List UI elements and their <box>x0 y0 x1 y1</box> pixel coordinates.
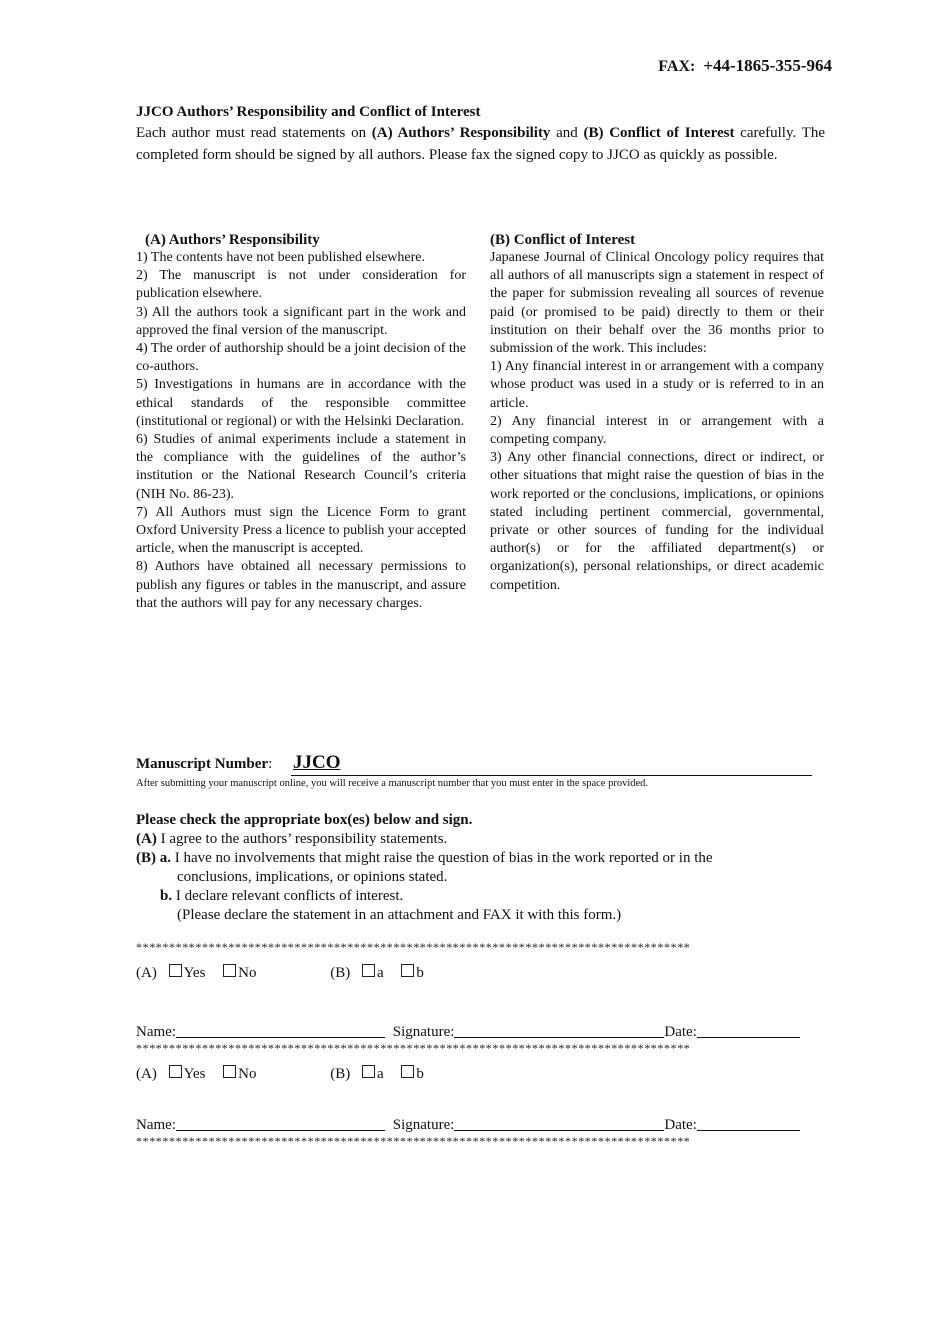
instructions <box>136 811 816 925</box>
section-a-heading: (A) Authors’ Responsibility <box>145 232 320 248</box>
manuscript-note: After submitting your manuscript online, you will receive a manuscript number that you must enter in the space provided. <box>136 778 649 789</box>
list-item: 3) Any other financial connections, direct or indirect, or other situations that might raise the question of bias in the work reported or the conclusions, implications, or opinions stated including pertinent commercial, governmental, private or other sources of funding for the individual author(s) or for the affiliated department(s) or organization(s), personal relationships, or direct academic competition. <box>490 450 824 593</box>
checkbox[interactable] <box>223 964 236 977</box>
fax-label: FAX: <box>658 58 696 75</box>
manuscript-number-row <box>136 752 812 773</box>
checkbox[interactable] <box>362 1065 375 1078</box>
intro-text-2: and <box>550 125 584 141</box>
yes-option[interactable] <box>169 965 206 981</box>
checkbox-a-label: (A) <box>136 965 157 981</box>
conflict-of-interest-section <box>490 231 824 595</box>
instruction-ba-label: (B) a. <box>136 850 171 866</box>
instruction-bb <box>136 887 816 906</box>
checkbox[interactable] <box>223 1065 236 1078</box>
name-field[interactable] <box>176 1116 385 1131</box>
instruction-a-label: (A) <box>136 831 157 847</box>
option-b[interactable] <box>401 965 424 981</box>
list-item: 1) The contents have not been published elsewhere. <box>136 250 425 265</box>
signature-field[interactable] <box>454 1116 664 1131</box>
date-label: Date: <box>664 1117 697 1133</box>
name-field[interactable] <box>176 1023 385 1038</box>
list-item: 6) Studies of animal experiments include a statement in the compliance with the guidelines of the author’s institution or the National Research Council’s criteria (NIH No. 86-23). <box>136 432 466 502</box>
signature-field[interactable] <box>454 1023 664 1038</box>
intro-bold-a: (A) Authors’ Responsibility <box>371 125 551 141</box>
list-item: 7) All Authors must sign the Licence Form to grant Oxford University Press a licence to publish your accepted article, when the manuscript is accepted. <box>136 504 466 557</box>
section-b-intro: Japanese Journal of Clinical Oncology policy requires that all authors of all manuscripts sign a statement in respect of the paper for submission revealing all sources of revenue paid (or promised to be paid) directly to them or their institution on their behalf over the 36 months prior to submission of the work. This includes: <box>490 250 824 357</box>
no-option[interactable] <box>223 1066 256 1082</box>
yes-option[interactable] <box>169 1066 206 1082</box>
list-item: 2) The manuscript is not under consideration for publication elsewhere. <box>136 268 466 302</box>
option-a[interactable] <box>362 965 384 981</box>
checkbox[interactable] <box>169 964 182 977</box>
checkbox[interactable] <box>362 964 375 977</box>
date-field[interactable] <box>697 1116 800 1131</box>
list-item: 1) Any financial interest in or arrangement with a company whose product was used in a study or is referred to in an article. <box>490 359 824 411</box>
instructions-heading: Please check the appropriate box(es) below and sign. <box>136 812 473 828</box>
instruction-ba-text: I have no involvements that might raise the question of bias in the work reported or in the <box>171 850 713 866</box>
list-item: 3) All the authors took a significant part in the work and approved the final version of the manuscript. <box>136 304 466 338</box>
option-b-label: b <box>416 1066 424 1082</box>
name-label: Name: <box>136 1024 176 1040</box>
date-field[interactable] <box>697 1023 800 1038</box>
no-label: No <box>238 1066 257 1082</box>
list-item: 8) Authors have obtained all necessary permissions to publish any figures or tables in the manuscript, and assure that the authors will pay for any necessary charges. <box>136 559 466 611</box>
instruction-ba-cont: conclusions, implications, or opinions stated. <box>177 869 448 885</box>
list-item: 4) The order of authorship should be a joint decision of the co-authors. <box>136 341 466 375</box>
page-title: JJCO Authors’ Responsibility and Conflict of Interest <box>136 104 481 120</box>
section-b-heading: (B) Conflict of Interest <box>490 232 636 248</box>
intro-text-3: carefully. The completed form should be signed by all authors. Please fax the signed copy to JJCO as quickly as possible. <box>136 125 825 163</box>
manuscript-colon: : <box>268 756 273 772</box>
option-a-label: a <box>377 965 384 981</box>
fax-number: +44-1865-355-964 <box>703 56 832 75</box>
yes-label: Yes <box>183 1066 206 1082</box>
signature-label: Signature: <box>392 1024 455 1040</box>
manuscript-number-label: Manuscript Number <box>136 756 269 772</box>
separator: ************************************************************************************ <box>136 940 691 954</box>
list-item: 2) Any financial interest in or arrangement with a competing company. <box>490 413 824 448</box>
option-b[interactable] <box>401 1066 424 1082</box>
instruction-bb-note: (Please declare the statement in an attachment and FAX it with this form.) <box>177 907 622 923</box>
manuscript-prefix: JJCO <box>293 752 341 773</box>
signature-label: Signature: <box>392 1117 455 1133</box>
checkbox[interactable] <box>401 1065 414 1078</box>
author-2-signature-row <box>136 1116 800 1134</box>
intro-text-1: Each author must read statements on <box>136 125 372 141</box>
checkbox-b-label: (B) <box>330 1066 351 1082</box>
list-item: 5) Investigations in humans are in accordance with the ethical standards of the responsible committee (institutional or regional) or with the Helsinki Declaration. <box>136 377 466 429</box>
instruction-a-text: I agree to the authors’ responsibility statements. <box>156 831 448 847</box>
option-b-label: b <box>416 965 424 981</box>
checkbox[interactable] <box>401 964 414 977</box>
option-a-label: a <box>377 1066 384 1082</box>
name-label: Name: <box>136 1117 176 1133</box>
checkbox-b-label: (B) <box>330 965 351 981</box>
manuscript-number-input[interactable] <box>291 756 812 776</box>
no-option[interactable] <box>223 965 256 981</box>
instruction-ba <box>136 849 816 868</box>
intro-bold-b: (B) Conflict of Interest <box>583 125 735 141</box>
checkbox[interactable] <box>169 1065 182 1078</box>
instruction-bb-text: I declare relevant conflicts of interest. <box>172 888 404 904</box>
separator: ************************************************************************************ <box>136 1134 691 1148</box>
instruction-a <box>136 830 816 849</box>
separator: ************************************************************************************ <box>136 1041 691 1055</box>
no-label: No <box>238 965 257 981</box>
author-1-checkboxes <box>136 964 424 982</box>
instruction-bb-label: b. <box>160 888 173 904</box>
date-label: Date: <box>664 1024 697 1040</box>
checkbox-a-label: (A) <box>136 1066 157 1082</box>
author-1-signature-row <box>136 1023 800 1041</box>
fax-header <box>658 56 832 76</box>
author-2-checkboxes <box>136 1065 424 1083</box>
authors-responsibility-section <box>136 231 466 613</box>
intro-paragraph <box>136 122 825 166</box>
option-a[interactable] <box>362 1066 384 1082</box>
yes-label: Yes <box>183 965 206 981</box>
